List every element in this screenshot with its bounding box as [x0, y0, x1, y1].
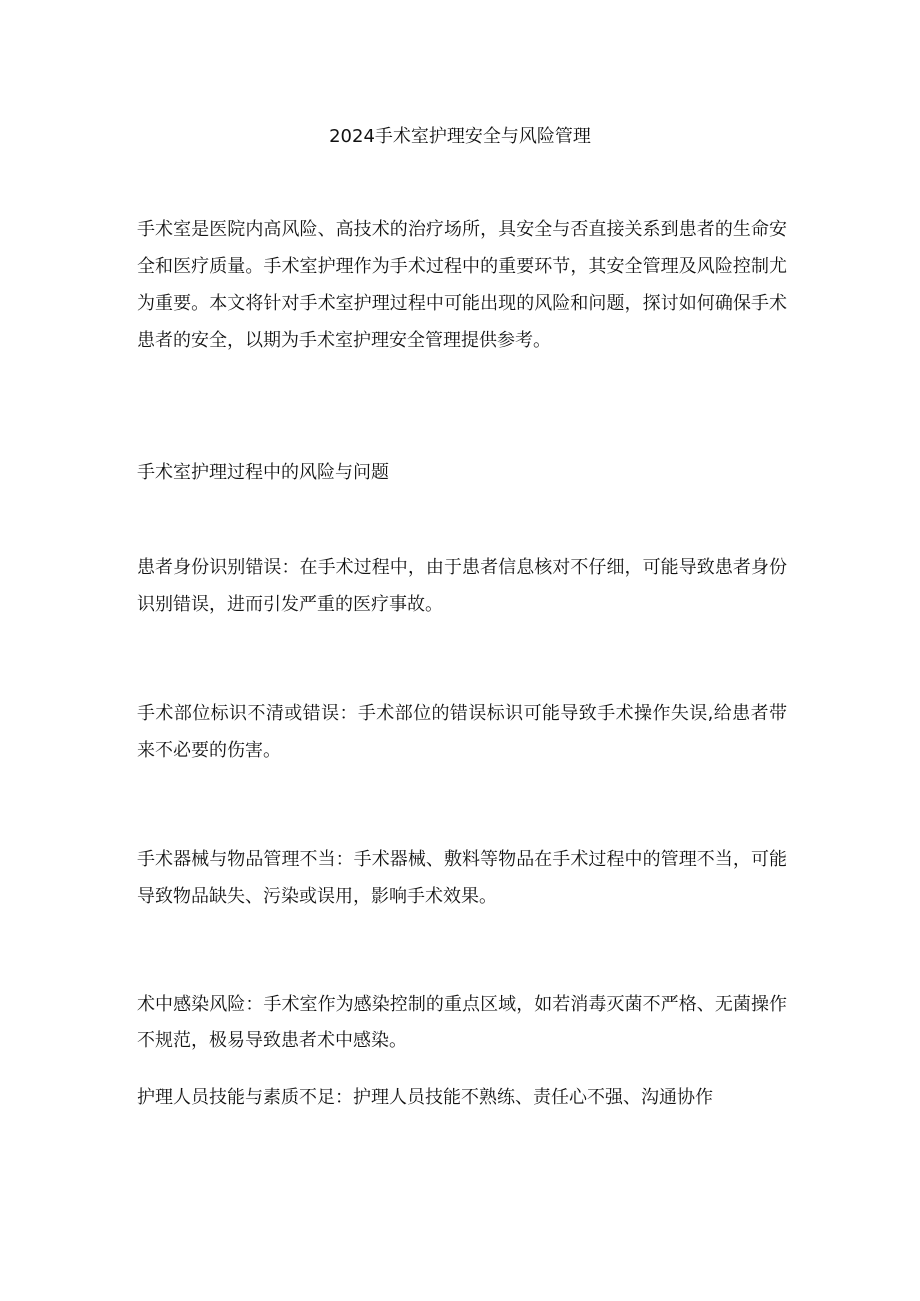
intro-paragraph: 手术室是医院内高风险、高技术的治疗场所，具安全与否直接关系到患者的生命安全和医疗质量。手术室护理作为手术过程中的重要环节，其安全管理及风险控制尤为重要。本文将针对手术室护理过程中可能出现的风险和问题，探讨如何确保手术患者的安全，以期为手术室护理安全管理提供参考。 — [137, 219, 787, 351]
risk-item-nursing-staff-skills: 护理人员技能与素质不足：护理人员技能不熟练、责任心不强、沟通协作 — [137, 1087, 713, 1108]
risk-item-surgical-site-marking: 手术部位标识不清或错误：手术部位的错误标识可能导致手术操作失误,给患者带来不必要的伤害。 — [137, 703, 787, 761]
risk-item-intraoperative-infection: 术中感染风险：手术室作为感染控制的重点区域，如若消毒灭菌不严格、无菌操作不规范，极易导致患者术中感染。 — [137, 994, 787, 1051]
risk-item-patient-identification: 患者身份识别错误：在手术过程中，由于患者信息核对不仔细，可能导致患者身份识别错误，进而引发严重的医疗事故。 — [137, 557, 787, 615]
document-title: 2024手术室护理安全与风险管理 — [329, 126, 591, 147]
risk-item-instrument-management: 手术器械与物品管理不当：手术器械、敷料等物品在手术过程中的管理不当，可能导致物品缺失、污染或误用，影响手术效果。 — [137, 849, 787, 907]
section-heading: 手术室护理过程中的风险与问题 — [137, 462, 389, 483]
